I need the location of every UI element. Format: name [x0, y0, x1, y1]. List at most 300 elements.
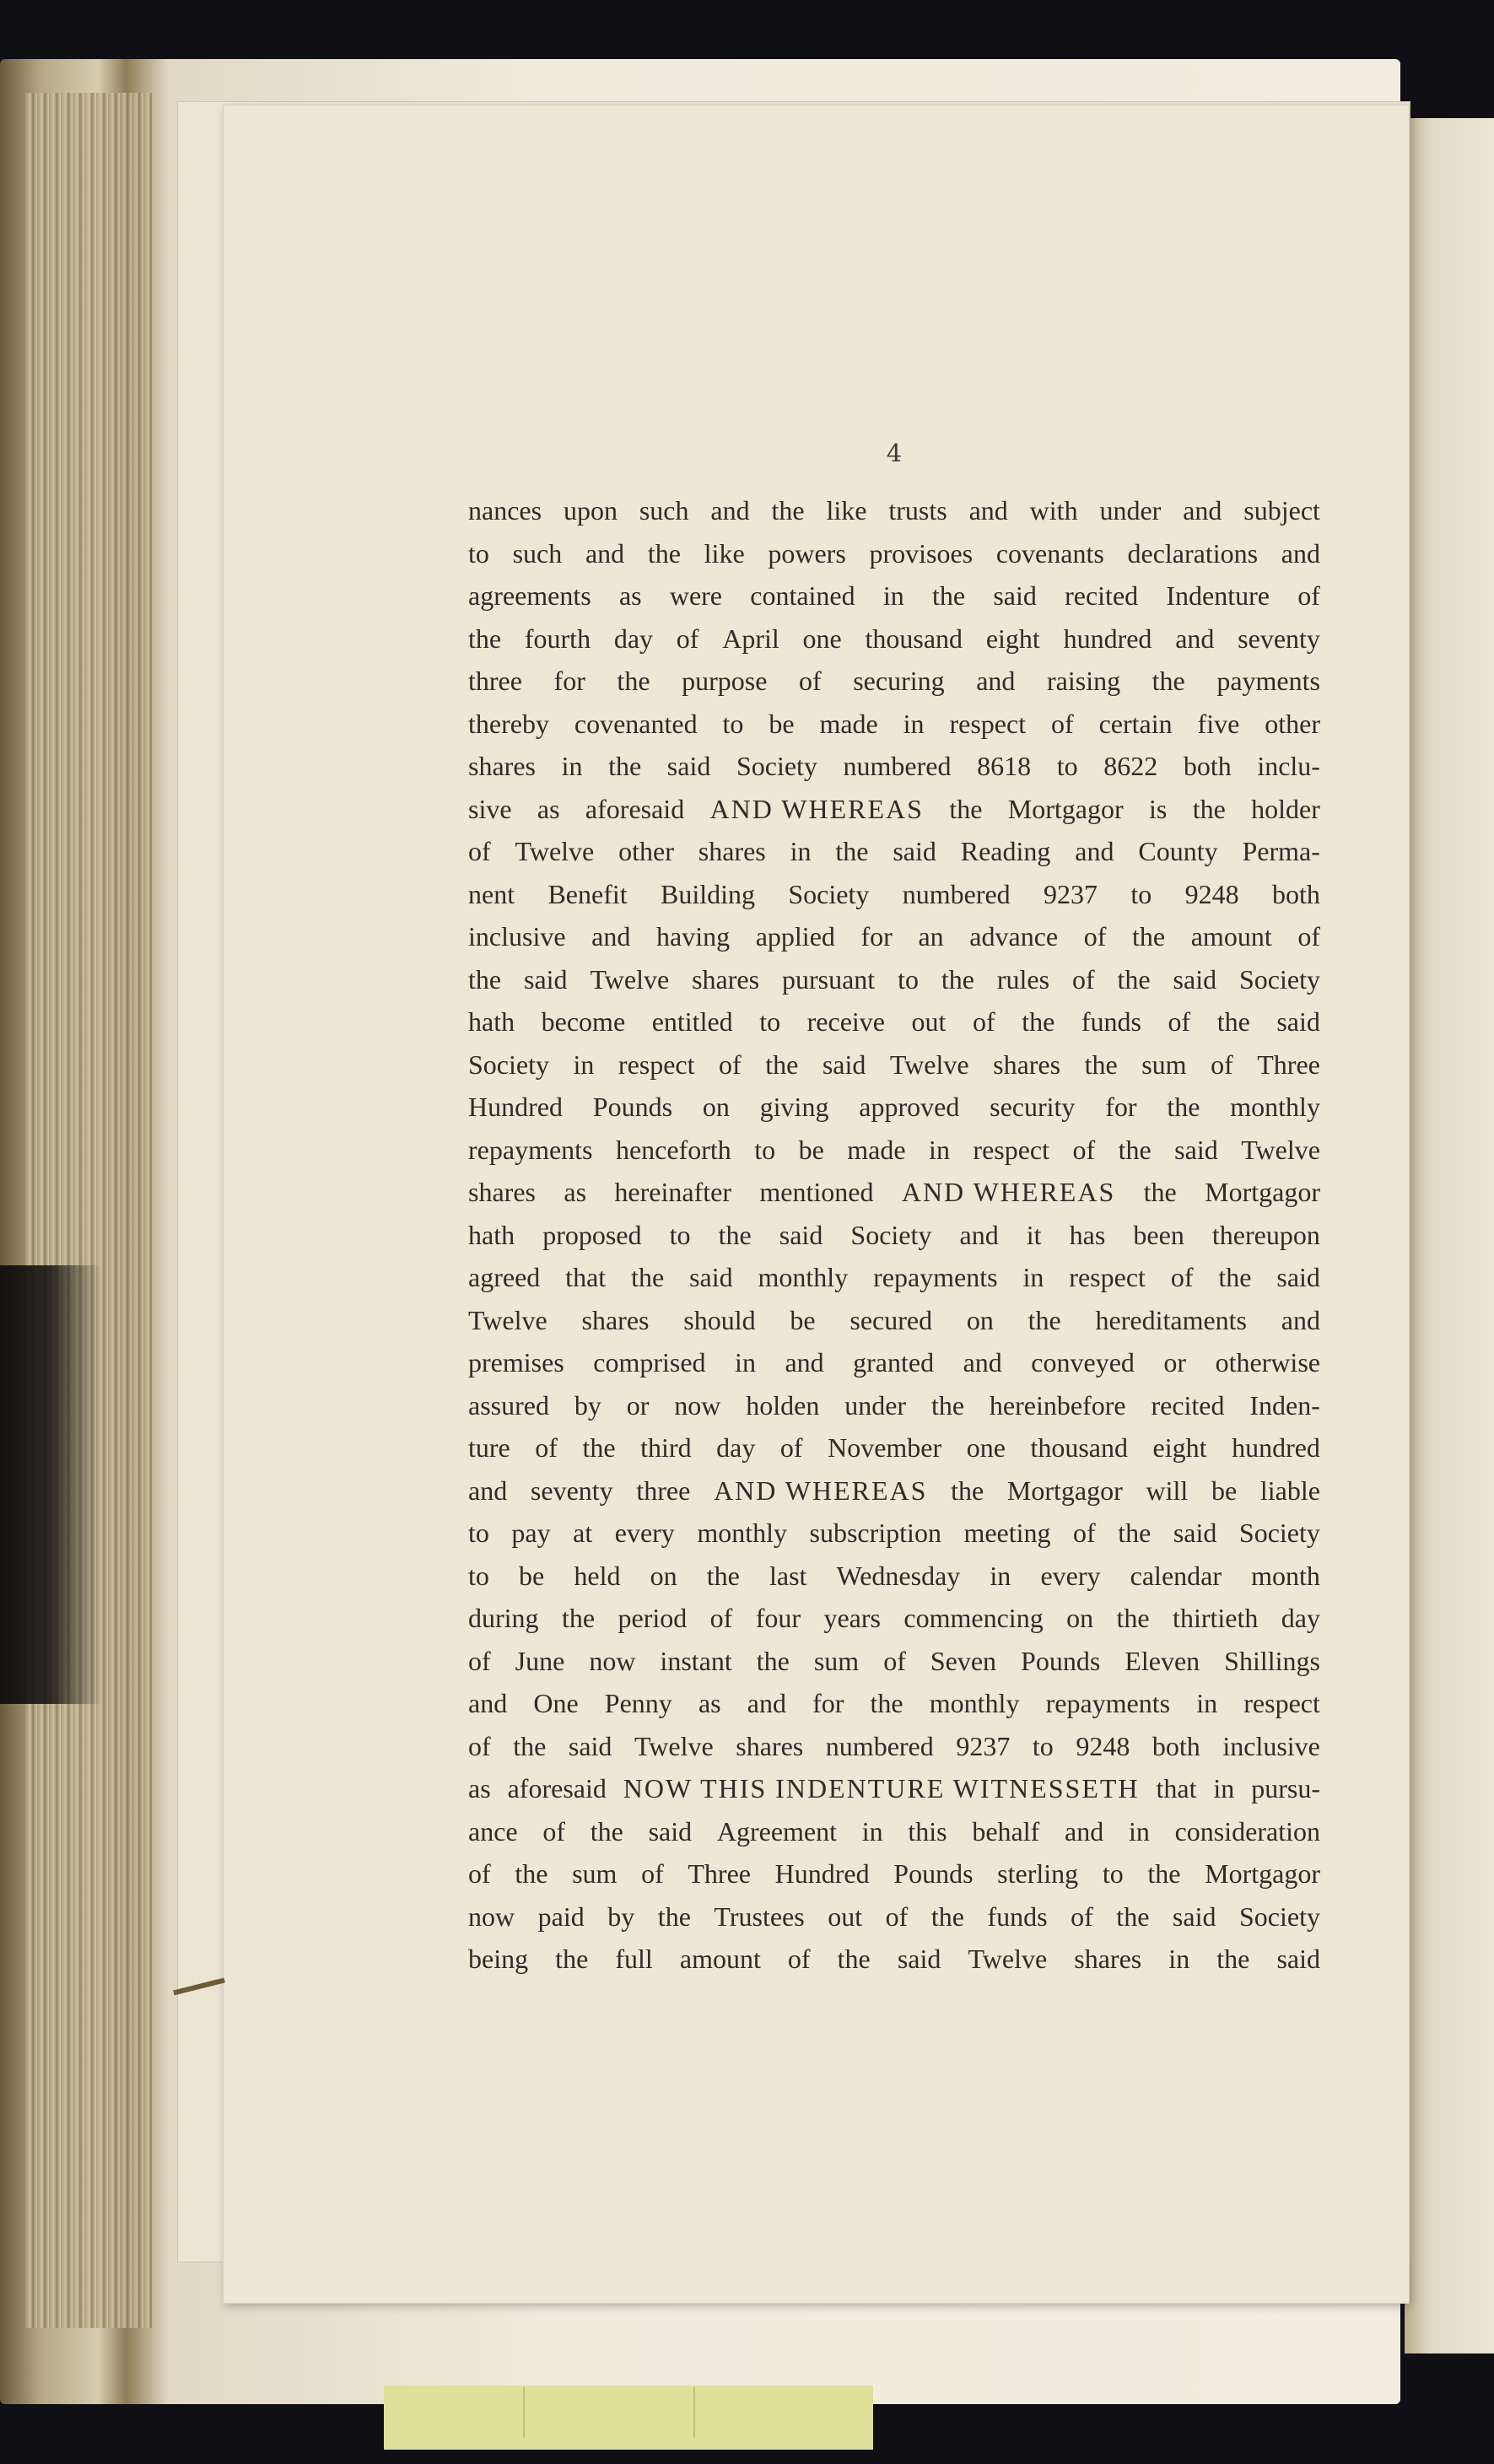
text-word: upon — [563, 495, 618, 526]
text-word: liable — [1259, 1475, 1320, 1506]
text-line — [468, 617, 1320, 660]
text-word: Perma- — [1242, 836, 1320, 866]
text-word: behalf — [972, 1815, 1040, 1847]
text-line — [468, 1810, 1320, 1853]
text-word: respect — [973, 1134, 1050, 1165]
text-word: four — [755, 1603, 801, 1633]
text-word: Eleven — [1125, 1645, 1200, 1676]
text-word: were — [669, 580, 722, 611]
text-word: hereinbefore — [989, 1389, 1126, 1421]
text-word: this — [908, 1815, 947, 1847]
text-word: thousand — [1030, 1432, 1128, 1463]
text-word: to — [1032, 1730, 1054, 1761]
text-word: covenants — [995, 537, 1104, 569]
text-word: to — [669, 1219, 691, 1250]
text-word: said — [1276, 1006, 1320, 1037]
text-word: the — [468, 623, 502, 654]
text-word: in — [735, 1347, 756, 1378]
text-line — [468, 1171, 1320, 1214]
text-word: hundred — [1232, 1432, 1320, 1463]
text-line — [468, 1512, 1320, 1555]
text-word: repayments — [1045, 1688, 1171, 1718]
text-word: to — [754, 1134, 776, 1165]
text-word: said — [648, 1815, 693, 1847]
text-word: to — [1130, 878, 1152, 909]
text-word: thousand — [865, 623, 963, 654]
text-word: be — [769, 708, 795, 739]
text-word: the — [1218, 1262, 1252, 1292]
text-word: Society — [1239, 1901, 1320, 1932]
text-word: advance — [969, 921, 1059, 952]
text-word: to — [468, 1560, 489, 1591]
text-word: Inden- — [1249, 1389, 1320, 1421]
text-word: the — [1118, 1134, 1152, 1165]
archive-tab-mark — [523, 2387, 695, 2438]
text-word: the — [1152, 666, 1185, 696]
text-word: amount — [679, 1944, 761, 1974]
text-line — [468, 1214, 1320, 1257]
text-word: on — [702, 1092, 730, 1122]
text-word: the — [1116, 1603, 1150, 1633]
text-word: the — [1216, 1944, 1250, 1974]
text-word: said — [1276, 1262, 1320, 1292]
text-word: monthly — [1230, 1092, 1320, 1122]
text-word: thereupon — [1211, 1219, 1320, 1250]
text-word: the — [608, 751, 642, 781]
text-word: in — [882, 580, 904, 611]
text-word: nances — [468, 495, 542, 526]
text-word: is — [1148, 793, 1168, 824]
text-word: under — [844, 1389, 907, 1421]
text-line — [468, 1469, 1320, 1512]
text-word: seventy — [1238, 623, 1320, 654]
text-word: the — [617, 666, 650, 696]
text-word: in — [1168, 1944, 1190, 1974]
text-word: that — [1156, 1773, 1197, 1804]
text-line — [468, 745, 1320, 788]
text-word: and — [468, 1688, 508, 1718]
text-word: November — [828, 1432, 942, 1463]
text-word: Three — [1257, 1049, 1320, 1080]
text-word: of — [1072, 1134, 1096, 1165]
text-word: said — [1173, 1518, 1217, 1548]
text-word: like — [826, 495, 867, 526]
small-caps-phrase: NOW THIS INDENTURE WITNESSETH — [623, 1773, 1140, 1804]
text-word: said — [568, 1730, 612, 1761]
text-word: the — [1147, 1858, 1181, 1889]
text-word: of — [798, 666, 822, 696]
text-word: Society — [736, 751, 817, 781]
text-word: the — [1084, 1049, 1118, 1080]
text-word: of — [468, 1730, 491, 1761]
text-word: Society — [788, 878, 870, 909]
text-word: out — [911, 1006, 947, 1037]
text-word: granted — [853, 1347, 935, 1378]
text-word: provisoes — [869, 537, 974, 569]
text-word: pursu- — [1251, 1773, 1320, 1804]
text-word: recited — [1065, 580, 1139, 611]
text-word: of — [535, 1432, 558, 1463]
text-line — [468, 1341, 1320, 1384]
text-word: as — [564, 1177, 587, 1207]
text-word: every — [614, 1518, 675, 1548]
text-word: funds — [1081, 1006, 1141, 1037]
text-word: said — [822, 1049, 866, 1080]
text-word: comprised — [593, 1347, 706, 1378]
text-word: instant — [660, 1645, 732, 1676]
text-word: Society — [850, 1219, 932, 1250]
text-word: the — [771, 495, 805, 526]
text-word: the — [1132, 921, 1166, 952]
text-word: out — [828, 1901, 863, 1932]
text-word: commencing — [903, 1603, 1044, 1633]
text-word: of — [1051, 708, 1074, 739]
text-word: eight — [1152, 1432, 1207, 1463]
text-line — [468, 788, 1320, 831]
text-word: such — [512, 537, 563, 569]
text-word: third — [640, 1432, 692, 1463]
text-word: the — [1116, 1901, 1150, 1932]
text-word: said — [893, 836, 936, 866]
text-word: entitled — [651, 1006, 733, 1037]
text-word: purpose — [682, 666, 768, 696]
text-word: payments — [1216, 666, 1320, 696]
text-word: with — [1029, 495, 1078, 526]
text-word: Twelve — [889, 1049, 969, 1080]
text-word: of — [1297, 580, 1320, 611]
text-word: now — [589, 1645, 636, 1676]
text-word: Twelve — [968, 1944, 1048, 1974]
text-word: of — [542, 1815, 565, 1847]
text-word: thirtieth — [1173, 1603, 1259, 1633]
text-word: on — [650, 1560, 677, 1591]
text-line — [468, 1725, 1320, 1768]
text-word: Reading — [960, 836, 1051, 866]
text-word: agreed — [468, 1262, 541, 1292]
text-word: pay — [511, 1518, 551, 1548]
text-word: Pounds — [592, 1092, 673, 1122]
text-word: been — [1133, 1219, 1184, 1250]
text-word: meeting — [963, 1518, 1051, 1548]
text-word: Three — [688, 1858, 751, 1889]
text-word: hereditaments — [1095, 1304, 1247, 1335]
facing-page-edge — [1405, 118, 1494, 2353]
text-word: Wednesday — [836, 1560, 961, 1591]
text-word: shares — [581, 1304, 650, 1335]
text-line — [468, 1767, 1320, 1810]
text-word: as — [537, 793, 560, 824]
text-line — [468, 489, 1320, 532]
text-word: agreements — [468, 580, 591, 611]
text-line — [468, 1938, 1320, 1981]
small-caps-phrase: AND WHEREAS — [709, 793, 924, 824]
page-edges — [25, 93, 152, 2328]
text-word: having — [655, 921, 731, 952]
text-word: the — [657, 1901, 691, 1932]
text-word: approved — [859, 1092, 960, 1122]
text-word: and — [585, 537, 625, 569]
text-word: one — [802, 623, 842, 654]
binding-shadow — [0, 1265, 101, 1704]
text-word: the — [718, 1219, 752, 1250]
text-word: to — [898, 963, 919, 995]
text-word: Society — [1238, 963, 1320, 995]
text-word: as — [468, 1773, 491, 1804]
text-word: the — [647, 537, 681, 569]
text-word: the — [756, 1645, 790, 1676]
text-word: the — [930, 1901, 964, 1932]
text-word: of — [468, 1858, 491, 1889]
text-word: holder — [1251, 793, 1320, 824]
text-word: of — [787, 1944, 811, 1974]
text-word: to — [1102, 1858, 1124, 1889]
text-word: fourth — [524, 623, 591, 654]
text-word: seventy — [530, 1475, 613, 1506]
text-word: repayments — [468, 1134, 593, 1165]
text-word: subject — [1243, 495, 1320, 526]
text-word: in — [990, 1560, 1011, 1591]
text-word: numbered — [843, 751, 952, 781]
text-word: it — [1026, 1219, 1042, 1250]
text-word: respect — [618, 1049, 695, 1080]
text-word: the — [513, 1730, 547, 1761]
text-word: numbered — [825, 1730, 934, 1761]
text-word: both — [1183, 751, 1232, 781]
text-word: aforesaid — [507, 1773, 607, 1804]
text-word: day — [1281, 1603, 1320, 1633]
text-word: in — [1213, 1773, 1235, 1804]
text-word: ture — [468, 1432, 510, 1463]
text-word: the — [870, 1688, 903, 1718]
text-word: to — [759, 1006, 781, 1037]
text-word: secured — [849, 1304, 933, 1335]
text-word: paid — [537, 1901, 585, 1932]
text-word: Penny — [604, 1688, 672, 1718]
text-line — [468, 1384, 1320, 1427]
text-word: the — [706, 1560, 740, 1591]
text-word: said — [524, 963, 568, 995]
text-word: conveyed — [1031, 1347, 1135, 1378]
text-word: the — [835, 836, 869, 866]
text-word: contained — [750, 580, 855, 611]
text-line — [468, 1043, 1320, 1086]
text-word: Shillings — [1224, 1645, 1320, 1676]
text-word: Twelve — [590, 963, 670, 995]
text-word: that — [565, 1262, 607, 1292]
text-line — [468, 873, 1320, 916]
text-word: by — [607, 1901, 635, 1932]
text-word: amount — [1190, 921, 1272, 952]
text-word: Indenture — [1166, 580, 1270, 611]
text-word: in — [790, 836, 812, 866]
text-word: for — [553, 666, 585, 696]
text-word: Pounds — [1021, 1645, 1101, 1676]
text-line — [468, 830, 1320, 873]
text-word: and — [1065, 1815, 1104, 1847]
text-word: month — [1251, 1560, 1320, 1591]
text-word: the — [941, 963, 974, 995]
text-word: Benefit — [547, 878, 628, 909]
text-word: Hundred — [774, 1858, 870, 1889]
text-word: the — [1117, 963, 1151, 995]
text-word: Agreement — [716, 1815, 837, 1847]
text-word: hath — [468, 1006, 515, 1037]
text-word: shares — [736, 1730, 804, 1761]
text-word: become — [541, 1006, 626, 1037]
text-word: security — [990, 1092, 1076, 1122]
text-word: Twelve — [515, 836, 595, 866]
text-word: Society — [1238, 1518, 1320, 1548]
text-line — [468, 1426, 1320, 1469]
text-word: the — [561, 1603, 596, 1633]
text-word: on — [966, 1304, 994, 1335]
text-word: and — [1183, 495, 1222, 526]
text-word: in — [861, 1815, 883, 1847]
text-word: April — [722, 623, 779, 654]
text-word: Mortgagor — [1205, 1177, 1320, 1207]
text-word: 9248 — [1076, 1730, 1130, 1761]
text-word: henceforth — [615, 1134, 731, 1165]
text-word: the — [1216, 1006, 1250, 1037]
text-word: said — [779, 1219, 823, 1250]
text-word: day — [716, 1432, 756, 1463]
text-word: the — [949, 793, 983, 824]
text-word: of — [1168, 1006, 1191, 1037]
text-word: three — [636, 1475, 691, 1506]
text-word: Pounds — [893, 1858, 974, 1889]
text-word: shares — [692, 963, 760, 995]
text-word: the — [1143, 1177, 1177, 1207]
text-word: trusts — [888, 495, 947, 526]
text-word: the — [582, 1432, 616, 1463]
text-word: such — [639, 495, 689, 526]
text-line — [468, 915, 1320, 958]
text-word: in — [561, 751, 583, 781]
text-word: and — [959, 1219, 999, 1250]
text-word: three — [468, 666, 522, 696]
text-word: Twelve — [634, 1730, 714, 1761]
text-word: an — [918, 921, 944, 952]
text-word: the — [930, 1389, 965, 1421]
text-word: Twelve — [468, 1304, 547, 1335]
text-word: holden — [746, 1389, 820, 1421]
text-word: of — [885, 1901, 909, 1932]
text-line — [468, 1129, 1320, 1172]
text-word: sterling — [997, 1858, 1079, 1889]
text-word: said — [1172, 1901, 1216, 1932]
text-word: One — [533, 1688, 579, 1718]
text-word: covenanted — [574, 708, 698, 739]
text-line — [468, 1000, 1320, 1043]
text-word: of — [779, 1432, 803, 1463]
text-word: and — [963, 1347, 1002, 1378]
text-word: of — [709, 1603, 733, 1633]
text-word: of — [468, 1645, 491, 1676]
text-word: on — [1066, 1603, 1094, 1633]
page-number: 4 — [886, 439, 903, 467]
text-word: calendar — [1130, 1560, 1222, 1591]
text-word: full — [615, 1944, 653, 1974]
text-word: has — [1069, 1219, 1106, 1250]
text-word: the — [1192, 793, 1226, 824]
text-word: powers — [768, 537, 846, 569]
text-word: to — [1056, 751, 1078, 781]
text-line — [468, 703, 1320, 746]
text-word: and — [968, 495, 1008, 526]
text-word: by — [574, 1389, 601, 1421]
text-word: at — [573, 1518, 593, 1548]
text-word: and — [976, 666, 1016, 696]
text-word: other — [1265, 708, 1320, 739]
text-line — [468, 1597, 1320, 1640]
text-word: during — [468, 1603, 539, 1633]
text-word: declarations — [1127, 537, 1259, 569]
text-line — [468, 1895, 1320, 1938]
text-word: inclusive — [468, 921, 566, 952]
text-word: and — [1075, 836, 1114, 866]
text-word: consideration — [1174, 1815, 1320, 1847]
text-word: the — [1027, 1304, 1061, 1335]
text-word: and — [591, 921, 631, 952]
text-word: or — [626, 1389, 650, 1421]
text-word: Mortgagor — [1205, 1858, 1320, 1889]
text-word: now — [674, 1389, 721, 1421]
text-word: shares — [698, 836, 766, 866]
text-word: hundred — [1063, 623, 1152, 654]
text-word: for — [1105, 1092, 1137, 1122]
text-word: to — [722, 708, 744, 739]
text-word: will — [1146, 1475, 1189, 1506]
small-caps-phrase: AND WHEREAS — [714, 1475, 928, 1506]
text-word: the — [765, 1049, 799, 1080]
text-word: in — [1022, 1262, 1044, 1292]
text-word: of — [1211, 1049, 1233, 1080]
text-word: be — [1211, 1475, 1238, 1506]
text-word: Building — [661, 878, 756, 909]
text-word: premises — [468, 1347, 564, 1378]
text-word: in — [929, 1134, 950, 1165]
text-word: applied — [755, 921, 835, 952]
text-line — [468, 532, 1320, 575]
text-word: for — [860, 921, 893, 952]
text-word: said — [897, 1944, 941, 1974]
text-word: the — [931, 580, 966, 611]
text-word: Society — [468, 1049, 549, 1080]
text-word: said — [1173, 963, 1217, 995]
text-word: Mortgagor — [1007, 793, 1124, 824]
text-word: to — [468, 537, 489, 569]
text-word: every — [1040, 1560, 1101, 1591]
text-word: nent — [468, 878, 515, 909]
text-word: Mortgagor — [1006, 1475, 1123, 1506]
text-word: for — [812, 1688, 844, 1718]
text-word: subscription — [809, 1518, 941, 1548]
text-word: of — [1071, 1901, 1093, 1932]
text-word: sive — [468, 793, 512, 824]
text-word: 9237 — [1044, 878, 1098, 909]
text-word: under — [1099, 495, 1162, 526]
text-word: be — [519, 1560, 545, 1591]
text-word: recited — [1151, 1389, 1225, 1421]
text-word: in — [573, 1049, 595, 1080]
text-line — [468, 1256, 1320, 1299]
text-word: shares — [993, 1049, 1061, 1080]
text-word: numbered — [902, 878, 1011, 909]
text-word: 9248 — [1184, 878, 1239, 909]
text-word: being — [468, 1944, 529, 1974]
text-word: and — [1281, 537, 1320, 569]
text-line — [468, 1299, 1320, 1342]
